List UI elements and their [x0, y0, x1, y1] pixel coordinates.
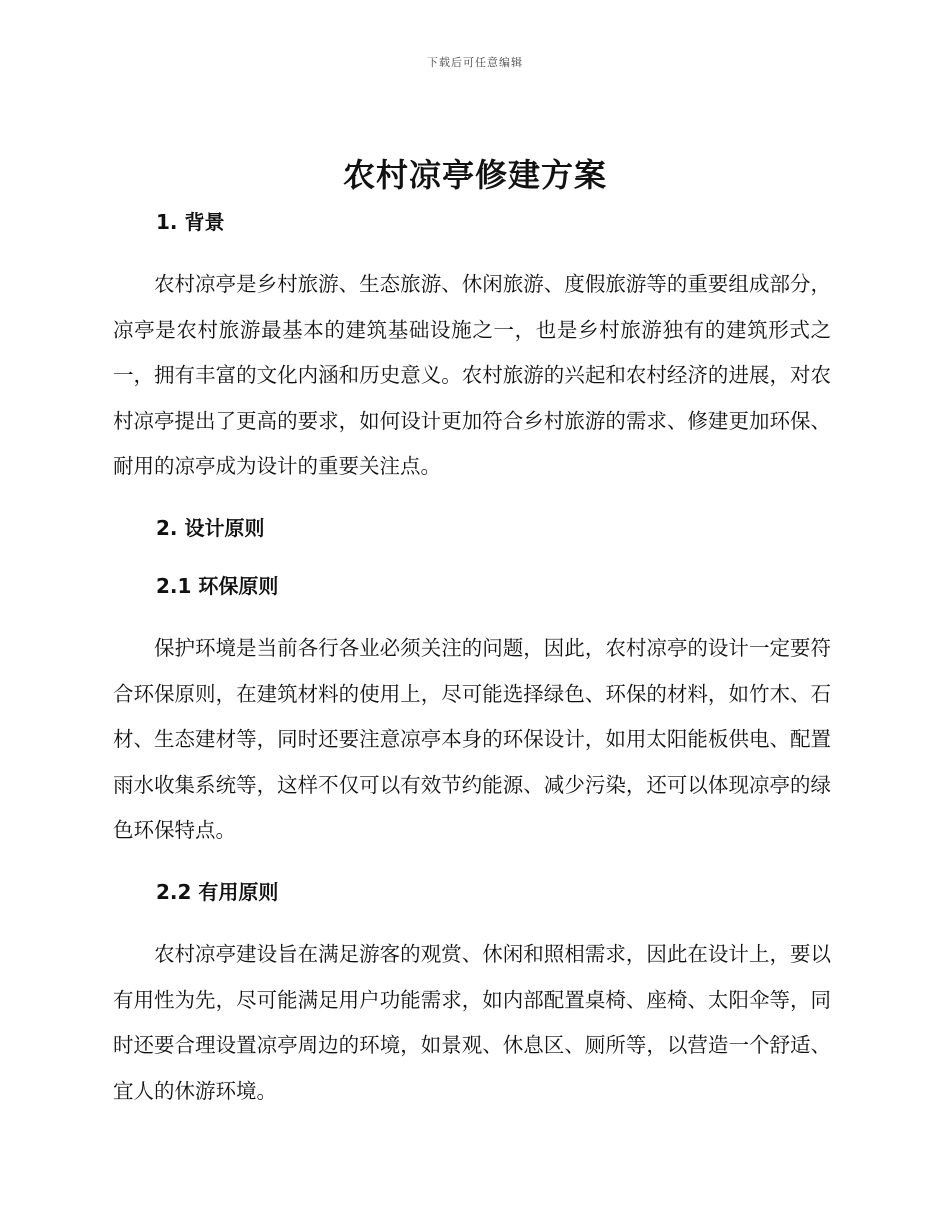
document-title: 农村凉亭修建方案 — [342, 156, 607, 194]
page-header-note: 下载后可任意编辑 — [427, 56, 523, 69]
paragraph-eco-principle: 保护环境是当前各行各业必须关注的问题，因此，农村凉亭的设计一定要符合环保原则，在建筑材料的使用上，尽可能选择绿色、环保的材料，如竹木、石材、生态建材等，同时还要注意凉亭本身的环保设计，如用太阳能板供电、配置雨水收集系统等，这样不仅可以有效节约能源、减少污染，还可以体现凉亭的绿色环保特点。 — [113, 635, 831, 843]
section-heading-utility-principle: 2.2 有用原则 — [156, 879, 279, 904]
paragraph-utility-principle: 农村凉亭建设旨在满足游客的观赏、休闲和照相需求，因此在设计上，要以有用性为先，尽可能满足用户功能需求，如内部配置桌椅、座椅、太阳伞等，同时还要合理设置凉亭周边的环境，如景观、休息区、厕所等，以营造一个舒适、宜人的休游环境。 — [113, 941, 831, 1103]
section-heading-design-principles: 2. 设计原则 — [156, 515, 265, 540]
section-heading-eco-principle: 2.1 环保原则 — [156, 573, 279, 598]
document-body — [113, 204, 831, 1114]
paragraph-background: 农村凉亭是乡村旅游、生态旅游、休闲旅游、度假旅游等的重要组成部分，凉亭是农村旅游最基本的建筑基础设施之一，也是乡村旅游独有的建筑形式之一，拥有丰富的文化内涵和历史意义。农村旅游的兴起和农村经济的进展，对农村凉亭提出了更高的要求，如何设计更加符合乡村旅游的需求、修建更加环保、耐用的凉亭成为设计的重要关注点。 — [113, 272, 831, 479]
section-heading-background: 1. 背景 — [156, 210, 225, 234]
